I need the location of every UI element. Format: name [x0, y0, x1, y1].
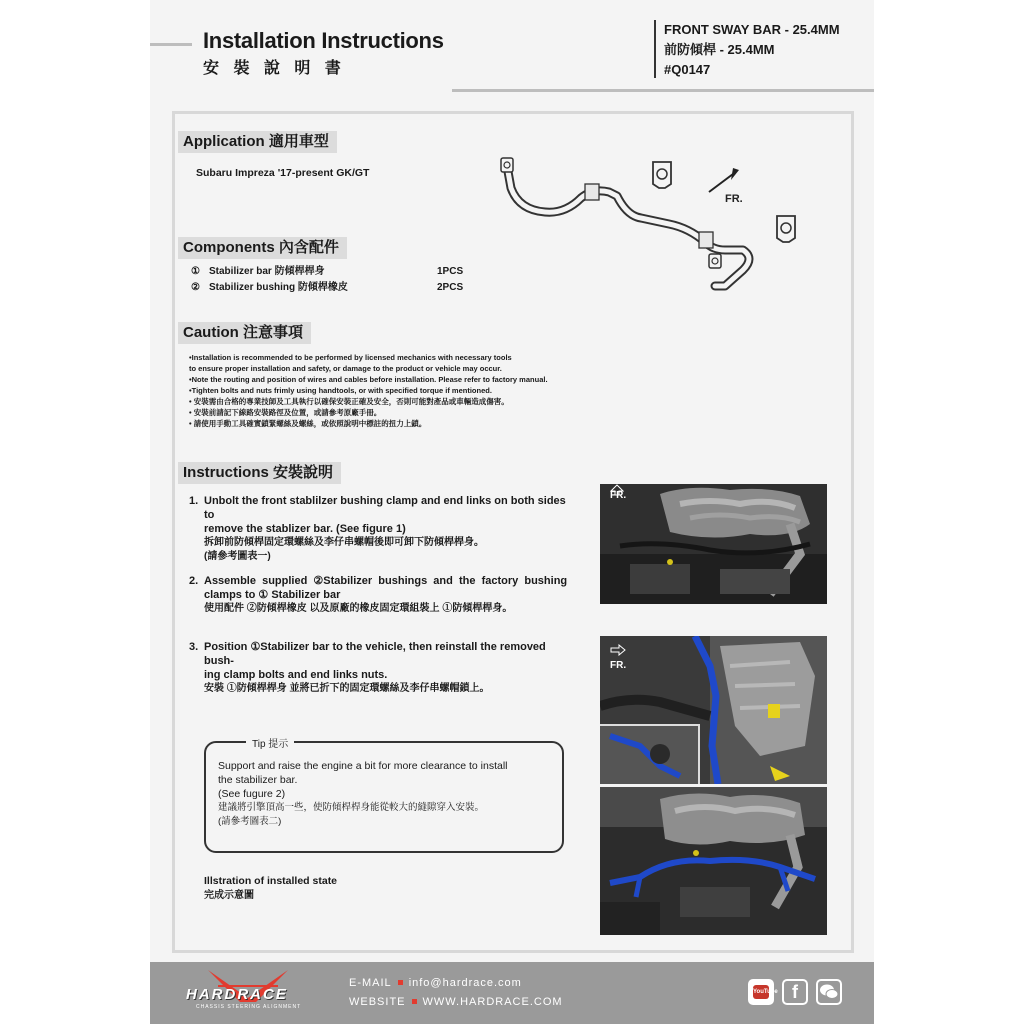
- component-item-1-name: Stabilizer bar 防傾桿桿身: [209, 266, 325, 277]
- email-row: [349, 977, 522, 989]
- tip-line: (請參考圖表二): [218, 816, 282, 827]
- installed-label-zh: 完成示意圖: [204, 890, 254, 901]
- step-1-line: (請參考圖表一): [204, 551, 271, 562]
- step-2-num: 2.: [189, 575, 199, 587]
- wechat-icon[interactable]: [816, 979, 842, 1005]
- website-label: WEBSITE: [349, 996, 406, 1008]
- tip-line: the stabilizer bar.: [218, 774, 298, 786]
- caution-line-2: to ensure proper installation and safety, or damage to the product or vehicle may occur.: [189, 364, 502, 373]
- header-rule-right: [452, 89, 874, 92]
- website-link[interactable]: WWW.HARDRACE.COM: [422, 996, 563, 1008]
- step-3-text: [204, 640, 574, 696]
- youtube-icon-label: YouTube: [753, 985, 769, 999]
- sway-bar-diagram: [493, 154, 823, 294]
- content-frame: [172, 111, 854, 953]
- figure-1-illustration: [600, 484, 827, 604]
- front-arrow-icon: [709, 168, 739, 192]
- front-direction-label: FR.: [725, 193, 743, 205]
- figure-1-photo: [600, 484, 827, 604]
- application-vehicle: Subaru Impreza '17-present GK/GT: [196, 167, 370, 179]
- figure-2-illustration: [600, 636, 827, 784]
- end-link-left-icon: [501, 158, 513, 172]
- step-2-line: clamps to ① Stabilizer bar: [204, 589, 341, 601]
- caution-line-3: •Note the routing and position of wires and cables before installation. Please refer to factory manual.: [189, 375, 548, 384]
- installed-state-illustration: [600, 787, 827, 935]
- caution-line-4: •Tighten bolts and nuts frimly using handtools, or with specified torque if mentioned.: [189, 386, 492, 395]
- tip-label: Tip 提示: [246, 735, 294, 750]
- website-row: [349, 996, 563, 1008]
- step-1-line: Unbolt the front stablilzer bushing clamp and end links on both sides to: [204, 495, 566, 521]
- bushing-on-bar-left-icon: [585, 184, 599, 200]
- step-1-num: 1.: [189, 495, 199, 507]
- product-name-en: FRONT SWAY BAR - 25.4MM: [664, 22, 840, 37]
- tip-box: [204, 741, 564, 853]
- step-1-text: [204, 494, 574, 564]
- product-info: [664, 20, 840, 80]
- part-number: #Q0147: [664, 62, 711, 77]
- tip-line: (See fugure 2): [218, 788, 286, 800]
- tip-text: [218, 759, 558, 829]
- bushing-right-icon: [777, 216, 795, 242]
- email-link[interactable]: info@hardrace.com: [408, 977, 522, 989]
- step-1-line: 拆卸前防傾桿固定環螺絲及李仔串螺帽後即可卸下防傾桿桿身。: [204, 537, 484, 548]
- email-label: E-MAIL: [349, 977, 392, 989]
- brand-tagline: CHASSIS STEERING ALIGNMENT: [196, 1004, 302, 1010]
- instruction-sheet: [150, 0, 874, 1024]
- product-name-zh: 前防傾桿 - 25.4MM: [664, 42, 775, 57]
- component-item-1-num: ①: [191, 266, 200, 277]
- figure-1-up-arrow-icon: [610, 484, 624, 496]
- figure-2-right-arrow-icon: [610, 644, 626, 656]
- brand-wordmark: HARDRACE: [186, 986, 288, 1003]
- header-divider: [654, 20, 656, 78]
- step-3-num: 3.: [189, 641, 199, 653]
- end-link-right-icon: [709, 254, 721, 268]
- caution-line-1: •Installation is recommended to be performed by licensed mechanics with necessary tools: [189, 353, 512, 362]
- caution-heading: Caution 注意事項: [178, 322, 311, 344]
- facebook-icon[interactable]: f: [782, 979, 808, 1005]
- bushing-on-bar-right-icon: [699, 232, 713, 248]
- caution-line-6: • 安裝前請記下線路安裝路徑及位置，或請參考原廠手冊。: [189, 408, 382, 417]
- step-1-line: remove the stablizer bar. (See figure 1): [204, 523, 406, 535]
- figure-2-fr-label: FR.: [610, 660, 627, 671]
- tip-line: 建議將引擎頂高一些，使防傾桿桿身能從較大的縫隙穿入安裝。: [218, 802, 485, 813]
- installed-state-photo: [600, 787, 827, 935]
- component-item-2-name: Stabilizer bushing 防傾桿橡皮: [209, 282, 348, 293]
- installed-label-en: Illstration of installed state: [204, 875, 338, 887]
- bushing-left-icon: [653, 162, 671, 188]
- step-2-line: 使用配件 ②防傾桿橡皮 以及原廠的橡皮固定環組裝上 ①防傾桿桿身。: [204, 603, 513, 614]
- component-item-1-qty: 1PCS: [437, 266, 464, 277]
- caution-line-7: • 請使用手動工具確實鎖緊螺絲及螺絲，或依照說明中標註的扭力上鎖。: [189, 419, 427, 428]
- youtube-icon[interactable]: [748, 979, 778, 1005]
- website-bullet: [412, 999, 417, 1004]
- instructions-heading: Instructions 安裝說明: [178, 462, 341, 484]
- step-3-line: 安裝 ①防傾桿桿身 並將已折下的固定環螺絲及李仔串螺帽鎖上。: [204, 683, 490, 694]
- figure-1-fr-label: FR.: [610, 490, 627, 501]
- step-2-text: [204, 574, 574, 616]
- components-heading: Components 內含配件: [178, 237, 347, 259]
- doc-title-zh: 安 裝 說 明 書: [203, 60, 346, 77]
- component-item-2-qty: 2PCS: [437, 282, 464, 293]
- caution-line-5: • 安裝需由合格的專業技師及工具執行以確保安裝正確及安全，否則可能對產品或車輛造成傷害。: [189, 397, 509, 406]
- tip-line: Support and raise the engine a bit for more clearance to install: [218, 760, 508, 772]
- doc-title: Installation Instructions: [203, 28, 444, 53]
- wechat-bubbles-icon: [818, 981, 840, 1003]
- component-item-2-num: ②: [191, 282, 200, 293]
- header-rule-left: [150, 43, 192, 46]
- application-heading: Application 適用車型: [178, 131, 337, 153]
- step-3-line: Position ①Stabilizer bar to the vehicle, then reinstall the removed bush-: [204, 641, 546, 667]
- step-2-line: Assemble supplied ②Stabilizer bushings and the factory bushing: [204, 575, 568, 587]
- email-bullet: [398, 980, 403, 985]
- step-3-line: ing clamp bolts and end links nuts.: [204, 669, 388, 681]
- figure-2-photo: [600, 636, 827, 784]
